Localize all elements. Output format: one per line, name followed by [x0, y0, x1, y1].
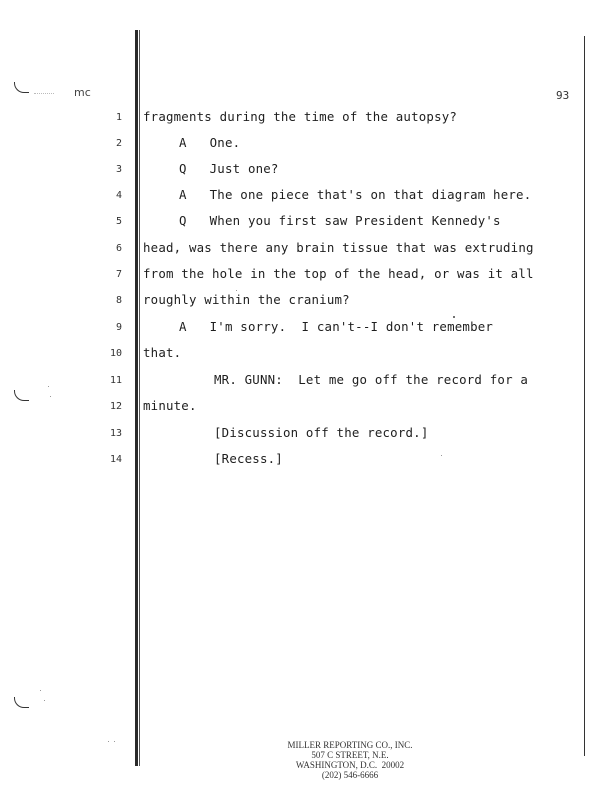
- transcript-line: [0, 319, 612, 337]
- binder-hole-top-icon: [14, 82, 29, 93]
- line-number: 7: [115, 269, 122, 280]
- transcript-line: [0, 292, 612, 310]
- line-text: roughly within the cranium?: [143, 292, 350, 307]
- line-text: [Discussion off the record.]: [214, 425, 429, 440]
- scan-speck: [453, 316, 455, 318]
- line-text: A I'm sorry. I can't--I don't remember: [179, 319, 494, 334]
- reporter-initials: mc: [74, 86, 91, 99]
- line-number: 8: [115, 295, 122, 306]
- line-number: 9: [115, 322, 122, 333]
- transcript-line: [0, 213, 612, 231]
- transcript-line: [0, 109, 612, 127]
- reporting-company-footer: [200, 740, 500, 780]
- transcript-line: [0, 240, 612, 258]
- scan-speck: [114, 741, 115, 742]
- line-text: minute.: [143, 398, 197, 413]
- scan-speck: [441, 455, 442, 456]
- scan-speck: [236, 290, 237, 291]
- transcript-line: [0, 398, 612, 416]
- transcript-line: [0, 451, 612, 469]
- footer-phone: (202) 546-6666: [321, 770, 379, 780]
- binder-hole-bottom-icon: [14, 697, 29, 708]
- line-number: 3: [115, 164, 122, 175]
- line-number: 6: [115, 243, 122, 254]
- transcript-line: [0, 135, 612, 153]
- transcript-line: [0, 266, 612, 284]
- line-text: fragments during the time of the autopsy?: [143, 109, 458, 124]
- transcript-line: [0, 187, 612, 205]
- footer-company: MILLER REPORTING CO., INC.: [287, 740, 413, 750]
- line-text: head, was there any brain tissue that was extruding: [143, 240, 534, 255]
- line-text: Q Just one?: [179, 161, 279, 176]
- line-number: 5: [115, 216, 122, 227]
- line-text: from the hole in the top of the head, or was it all: [143, 266, 534, 281]
- line-text: Q When you first saw President Kennedy's: [179, 213, 501, 228]
- hole-dash-top: [34, 93, 54, 95]
- line-number: 1: [115, 112, 122, 123]
- line-text: MR. GUNN: Let me go off the record for a: [214, 372, 529, 387]
- line-number: 10: [109, 348, 122, 359]
- line-text: that.: [143, 345, 182, 360]
- transcript-line: [0, 345, 612, 363]
- scan-speck: [40, 690, 41, 691]
- line-number: 13: [109, 428, 122, 439]
- line-number: 12: [109, 401, 122, 412]
- transcript-line: [0, 161, 612, 179]
- page-number: 93: [556, 89, 570, 102]
- line-number: 4: [115, 190, 122, 201]
- footer-city: WASHINGTON, D.C. 20002: [295, 760, 405, 770]
- line-text: A The one piece that's on that diagram here.: [179, 187, 532, 202]
- line-number: 2: [115, 138, 122, 149]
- scan-speck: [108, 741, 109, 742]
- scan-speck: [44, 700, 45, 701]
- transcript-line: [0, 425, 612, 443]
- transcript-line: [0, 372, 612, 390]
- scan-speck: [48, 386, 49, 387]
- line-text: A One.: [179, 135, 241, 150]
- footer-street: 507 C STREET, N.E.: [311, 750, 389, 760]
- scan-speck: [50, 396, 51, 397]
- line-number: 14: [109, 454, 122, 465]
- line-text: [Recess.]: [214, 451, 283, 466]
- line-number: 11: [109, 375, 122, 386]
